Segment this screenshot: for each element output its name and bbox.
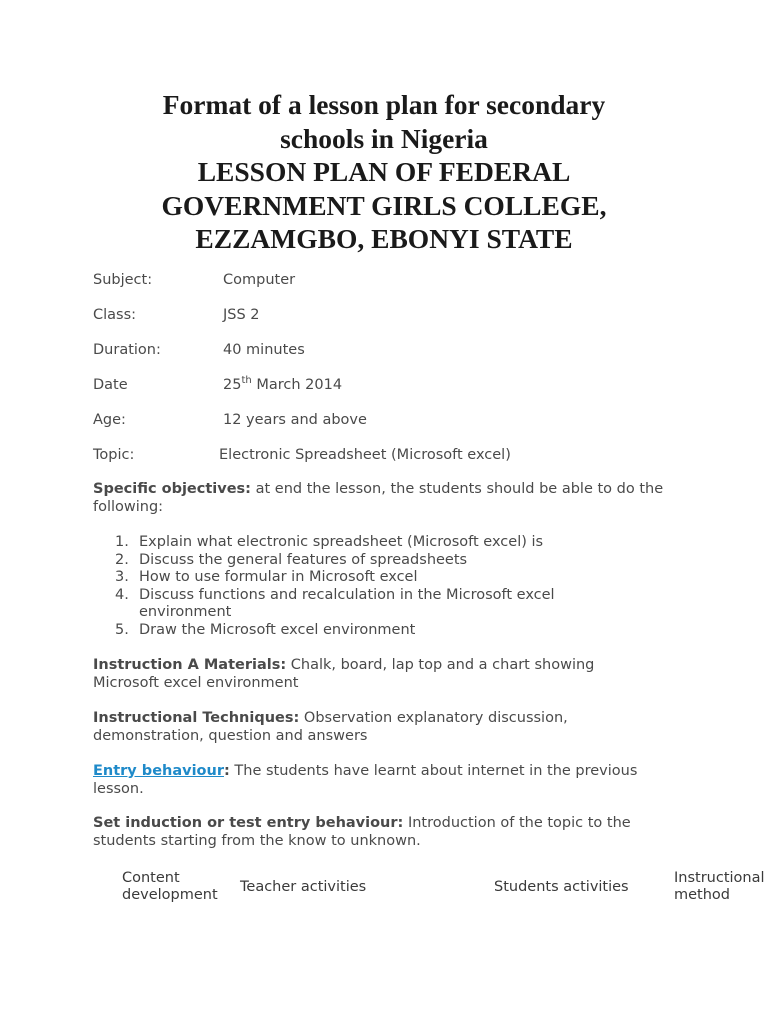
title-line-4: GOVERNMENT GIRLS COLLEGE, — [161, 189, 607, 221]
age-label: Age: — [93, 412, 126, 428]
list-text: Explain what electronic spreadsheet (Microsoft excel) is — [139, 534, 544, 550]
duration-value: 40 minutes — [223, 342, 305, 358]
entry-colon: : — [224, 763, 230, 779]
table-header-instructional-method — [674, 870, 768, 904]
class-label: Class: — [93, 307, 137, 323]
title-line-1: Format of a lesson plan for secondary — [162, 89, 606, 120]
header-line: method — [674, 887, 730, 903]
induction-label: Set induction or test entry behaviour: — [93, 815, 404, 831]
list-number: 5. — [115, 621, 129, 638]
list-number: 4. — [115, 586, 129, 603]
date-suffix: th — [241, 375, 252, 387]
techniques-text: Observation explanatory discussion, demonstration, question and answers — [93, 710, 568, 744]
list-text: Discuss functions and recalculation in the Microsoft excel environment — [139, 586, 555, 621]
subject-value: Computer — [223, 272, 296, 288]
document-title — [0, 88, 768, 256]
list-item — [115, 587, 635, 622]
header-line: Content — [122, 870, 180, 886]
list-item — [115, 622, 635, 640]
topic-label: Topic: — [93, 447, 135, 463]
list-text: How to use formular in Microsoft excel — [139, 569, 418, 586]
list-item — [115, 534, 635, 552]
objectives-text: at end the lesson, the students should be able to do the following: — [93, 481, 664, 515]
objectives-label: Specific objectives: — [93, 481, 251, 497]
specific-objectives — [93, 481, 683, 516]
title-line-3: LESSON PLAN OF FEDERAL — [197, 156, 571, 187]
list-text: Draw the Microsoft excel environment — [139, 621, 416, 638]
induction-text: Introduction of the topic to the students starting from the know to unknown. — [93, 815, 631, 849]
techniques-label: Instructional Techniques: — [93, 710, 300, 726]
date-label: Date — [93, 377, 128, 393]
entry-text: The students have learnt about internet in the previous lesson. — [93, 763, 638, 797]
duration-label: Duration: — [93, 342, 161, 358]
title-line-2: schools in Nigeria — [280, 122, 488, 154]
list-number: 3. — [115, 569, 129, 586]
table-header-content-development — [122, 870, 218, 904]
table-header-students-activities: Students activities — [494, 879, 629, 895]
list-number: 2. — [115, 551, 129, 568]
list-item — [115, 569, 635, 587]
title-line-5: EZZAMGBO, EBONYI STATE — [195, 223, 573, 254]
header-line: development — [122, 887, 218, 903]
entry-behaviour-link[interactable]: Entry behaviour — [93, 763, 224, 779]
date-month-year: March 2014 — [251, 377, 343, 393]
list-text: Discuss the general features of spreadsheets — [139, 551, 468, 568]
age-value: 12 years and above — [223, 412, 367, 428]
set-induction — [93, 815, 693, 850]
materials-text: Chalk, board, lap top and a chart showing Microsoft excel environment — [93, 657, 595, 691]
date-value — [223, 377, 342, 393]
subject-label: Subject: — [93, 272, 153, 288]
table-header-teacher-activities: Teacher activities — [240, 879, 367, 895]
list-item — [115, 552, 635, 570]
header-line: Instructional — [674, 870, 765, 886]
materials-label: Instruction A Materials: — [93, 657, 287, 673]
objectives-list — [115, 534, 635, 640]
date-day: 25 — [223, 377, 242, 393]
list-number: 1. — [115, 534, 129, 550]
instruction-materials — [93, 657, 663, 692]
class-value: JSS 2 — [223, 307, 260, 323]
topic-value: Electronic Spreadsheet (Microsoft excel) — [219, 447, 511, 463]
entry-behaviour — [93, 763, 653, 798]
instructional-techniques — [93, 710, 653, 745]
